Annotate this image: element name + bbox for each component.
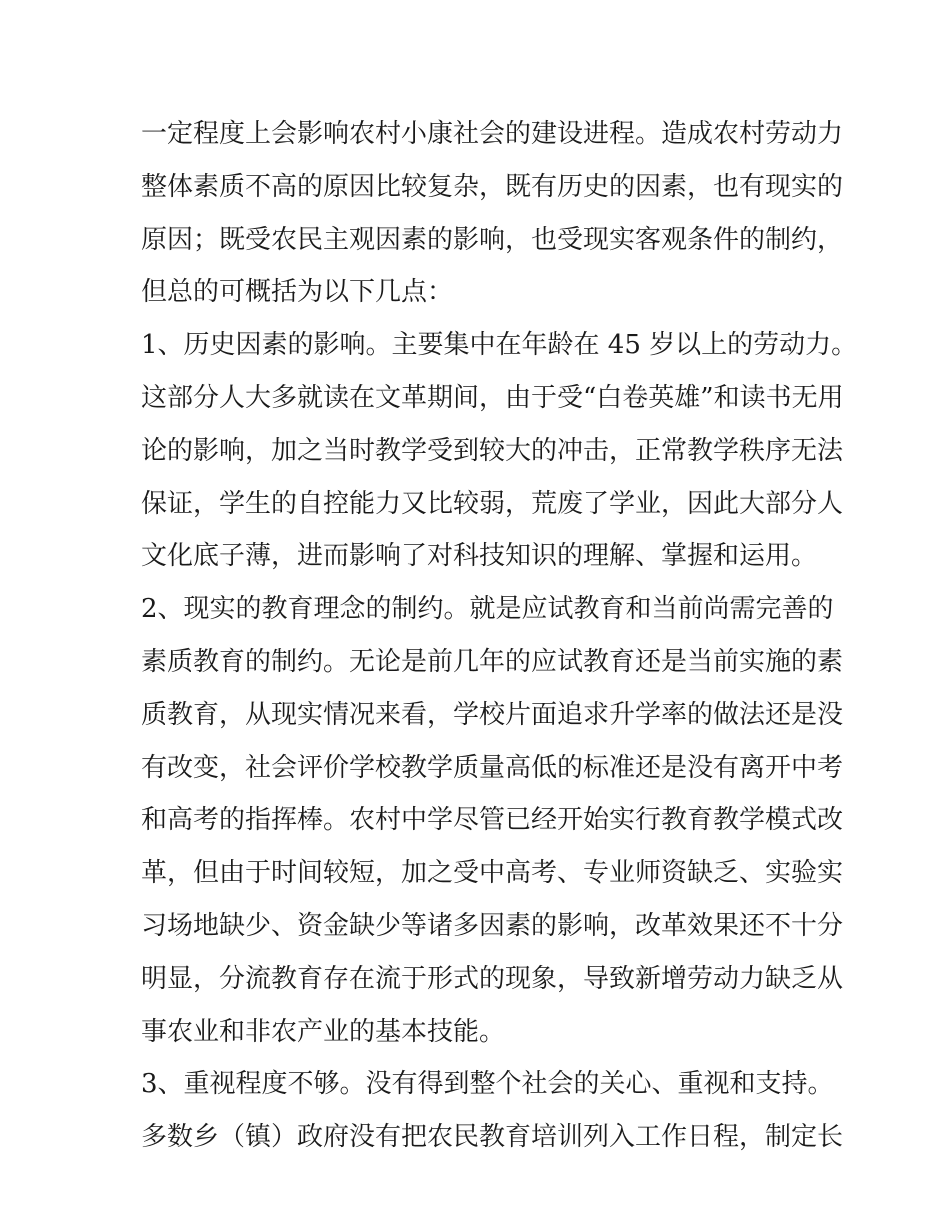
text-line: 这部分人大多就读在文革期间，由于受“白卷英雄”和读书无用 — [141, 382, 844, 413]
text-line: 质教育，从现实情况来看，学校片面追求升学率的做法还是没 — [141, 699, 844, 730]
text-line: 习场地缺少、资金缺少等诸多因素的影响，改革效果还不十分 — [141, 910, 844, 941]
text-line: 有改变，社会评价学校教学质量高低的标准还是没有离开中考 — [141, 752, 844, 783]
text-line: 素质教育的制约。无论是前几年的应试教育还是当前实施的素 — [141, 646, 844, 677]
text-line: 革，但由于时间较短，加之受中高考、专业师资缺乏、实验实 — [141, 858, 844, 889]
text-line: 保证，学生的自控能力又比较弱，荒废了学业，因此大部分人 — [141, 488, 844, 519]
text-line: 文化底子薄，进而影响了对科技知识的理解、掌握和运用。 — [141, 541, 818, 572]
text-line: 论的影响，加之当时教学受到较大的冲击，正常教学秩序无法 — [141, 435, 844, 466]
text-line: 2、现实的教育理念的制约。就是应试教育和当前尚需完善的 — [141, 594, 834, 625]
text-line: 3、重视程度不够。没有得到整个社会的关心、重视和支持。 — [141, 1069, 834, 1100]
text-line: 原因；既受农民主观因素的影响，也受现实客观条件的制约， — [141, 224, 844, 255]
text-line: 一定程度上会影响农村小康社会的建设进程。造成农村劳动力 — [141, 119, 844, 149]
text-line: 明显，分流教育存在流于形式的现象，导致新增劳动力缺乏从 — [141, 963, 844, 994]
text-line: 和高考的指挥棒。农村中学尽管已经开始实行教育教学模式改 — [141, 805, 844, 836]
text-line: 1、历史因素的影响。主要集中在年龄在 45 岁以上的劳动力。 — [141, 330, 858, 361]
text-line: 事农业和非农产业的基本技能。 — [141, 1016, 506, 1047]
text-line: 多数乡（镇）政府没有把农民教育培训列入工作日程，制定长 — [141, 1122, 844, 1153]
body-text — [141, 108, 858, 1164]
text-line: 整体素质不高的原因比较复杂，既有历史的因素，也有现实的 — [141, 171, 844, 202]
text-line: 但总的可概括为以下几点： — [141, 277, 454, 308]
